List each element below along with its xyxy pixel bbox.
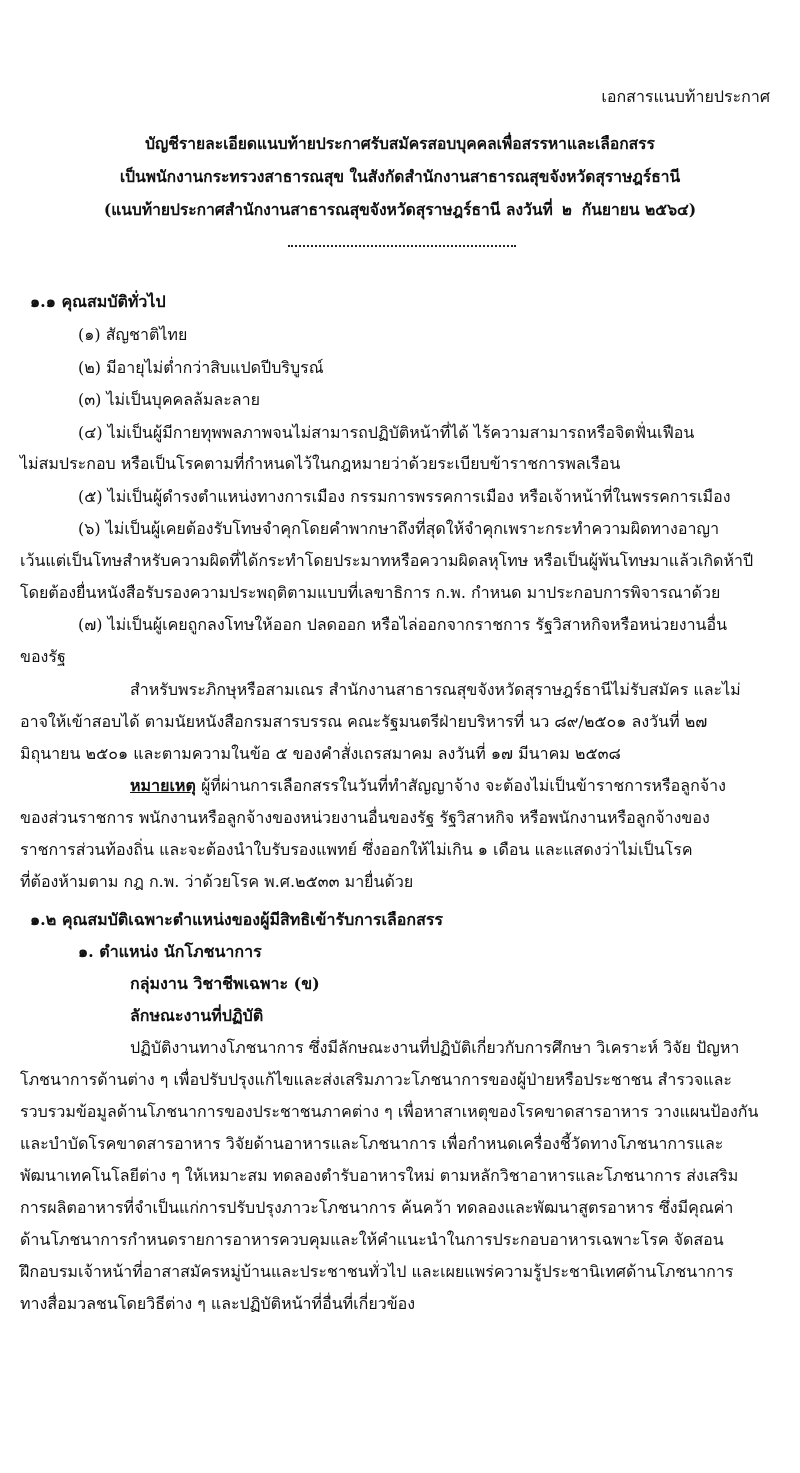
qualification-item-cont: ของรัฐ <box>20 647 66 666</box>
qualification-item: (๖) ไม่เป็นผู้เคยต้องรับโทษจำคุกโดยคำพากษาถึงที่สุดให้จำคุกเพราะกระทำความผิดทางอาญา <box>78 519 720 538</box>
monk-paragraph-line: อาจให้เข้าสอบได้ ตามนัยหนังสือกรมสารบรรณ คณะรัฐมนตรีฝ่ายบริหารที่ นว ๘๙/๒๕๐๑ ลงวันที่ ๒๗ <box>20 712 708 731</box>
job-description-line: พัฒนาเทคโนโลยีต่าง ๆ ให้เหมาะสม ทดลองตำรับอาหารใหม่ ตามหลักวิชาอาหารและโภชนาการ ส่งเสริม <box>20 1166 739 1185</box>
job-description-line: ทางสื่อมวลชนโดยวิธีต่าง ๆ และปฏิบัติหน้าที่อื่นที่เกี่ยวข้อง <box>20 1294 416 1313</box>
qualification-item: (๒) มีอายุไม่ต่ำกว่าสิบแปดปีบริบูรณ์ <box>78 358 324 377</box>
job-description-line: โภชนาการด้านต่าง ๆ เพื่อปรับปรุงแก้ไขและส่งเสริมภาวะโภชนาการของผู้ป่ายหรือประชาชน สำรวจและ <box>20 1070 732 1089</box>
job-description-line: รวบรวมข้อมูลด้านโภชนาการของประชาชนภาคต่าง ๆ เพื่อหาสาเหตุของโรคขาดสารอาหาร วางแผนป้องกัน <box>20 1102 759 1121</box>
job-group: กลุ่มงาน วิชาชีพเฉพาะ (ข) <box>130 974 320 993</box>
qualification-item: (๗) ไม่เป็นผู้เคยถูกลงโทษให้ออก ปลดออก หรือไล่ออกจากราชการ รัฐวิสาหกิจหรือหน่วยงานอื่น <box>78 615 728 634</box>
job-description-line: ปฏิบัติงานทางโภชนาการ ซึ่งมีลักษณะงานที่ปฏิบัติเกี่ยวกับการศึกษา วิเคราะห์ วิจัย ปัญหา <box>130 1038 740 1057</box>
qualification-item-cont: ไม่สมประกอบ หรือเป็นโรคตามที่กำหนดไว้ในกฎหมายว่าด้วยระเบียบข้าราชการพลเรือน <box>20 454 621 473</box>
note-line: ของส่วนราชการ พนักงานหรือลูกจ้างของหน่วยงานอื่นของรัฐ รัฐวิสาหกิจ หรือพนักงานหรือลูกจ้างของ <box>20 808 710 827</box>
note-first-line <box>130 775 726 797</box>
title-line-3-prefix: (แนบท้ายประกาศสำนักงานสาธารณสุขจังหวัดสุราษฎร์ธานี ลงวันที่ <box>103 200 553 219</box>
note-label: หมายเหตุ <box>130 776 196 795</box>
qualification-item: (๕) ไม่เป็นผู้ดำรงตำแหน่งทางการเมือง กรรมการพรรคการเมือง หรือเจ้าหน้าที่ในพรรคการเมือง <box>78 487 731 506</box>
note-line: ราชการส่วนท้องถิ่น และจะต้องนำใบรับรองแพทย์ ซึ่งออกให้ไม่เกิน ๑ เดือน และแสดงว่าไม่เป็นโรค <box>20 840 693 859</box>
title-line-2: เป็นพนักงานกระทรวงสาธารณสุข ในสังกัดสำนักงานสาธารณสุขจังหวัดสุราษฎร์ธานี <box>119 167 681 186</box>
monk-paragraph-line: มิถุนายน ๒๕๐๑ และตามความในข้อ ๕ ของคำสั่งเถรสมาคม ลงวันที่ ๑๗ มีนาคม ๒๕๓๘ <box>20 744 621 763</box>
note-first-text: ผู้ที่ผ่านการเลือกสรรในวันที่ทำสัญญาจ้าง จะต้องไม่เป็นข้าราชการหรือลูกจ้าง <box>195 776 726 795</box>
qualification-item: (๓) ไม่เป็นบุคคลล้มละลาย <box>78 390 260 409</box>
qualification-item-cont: เว้นแต่เป็นโทษสำหรับความผิดที่ได้กระทำโดยประมาทหรือความผิดลหุโทษ หรือเป็นผู้พ้นโทษมาแล้วเกิดห้าปี <box>20 551 754 570</box>
position-title: ๑. ตำแหน่ง นักโภชนาการ <box>78 942 262 961</box>
job-description-line: ด้านโภชนาการกำหนดรายการอาหารควบคุมและให้คำแนะนำในการประกอบอาหารเฉพาะโรค จัดสอน <box>20 1230 724 1249</box>
document-label: เอกสารแนบท้ายประกาศ <box>601 87 770 106</box>
title-line-3-suffix: กันยายน ๒๕๖๔) <box>581 200 697 219</box>
handwritten-day: ๒ <box>560 200 574 219</box>
qualification-item-cont: โดยต้องยื่นหนังสือรับรองความประพฤติตามแบบที่เลขาธิการ ก.พ. กำหนด มาประกอบการพิจารณาด้วย <box>20 583 721 602</box>
qualification-item: (๑) สัญชาติไทย <box>78 325 188 344</box>
job-description-line: ฝึกอบรมเจ้าหน้าที่อาสาสมัครหมู่บ้านและประชาชนทั่วไป และเผยแพร่ความรู้ประชานิเทศด้านโภชนาการ <box>20 1262 734 1281</box>
title-line-3 <box>10 199 790 221</box>
section-1-1-heading: ๑.๑ คุณสมบัติทั่วไป <box>30 292 166 311</box>
monk-paragraph-line: สำหรับพระภิกษุหรือสามเณร สำนักงานสาธารณสุขจังหวัดสุราษฎร์ธานีไม่รับสมัคร และไม่ <box>130 680 741 699</box>
note-line: ที่ต้องห้ามตาม กฎ ก.พ. ว่าด้วยโรค พ.ศ.๒๕๓๓ มายื่นด้วย <box>20 872 414 891</box>
job-description-line: การผลิตอาหารที่จำเป็นแก่การปรับปรุงภาวะโภชนาการ ค้นคว้า ทดลองและพัฒนาสูตรอาหาร ซึ่งมีคุณค่า <box>20 1198 734 1217</box>
dotted-divider <box>288 245 516 247</box>
title-line-1: บัญชีรายละเอียดแนบท้ายประกาศรับสมัครสอบบุคคลเพื่อสรรหาและเลือกสรร <box>145 134 655 153</box>
job-description-heading: ลักษณะงานที่ปฏิบัติ <box>130 1006 264 1025</box>
section-1-2-heading: ๑.๒ คุณสมบัติเฉพาะตำแหน่งของผู้มีสิทธิเข้ารับการเลือกสรร <box>30 910 444 929</box>
qualification-item: (๔) ไม่เป็นผู้มีกายทุพพลภาพจนไม่สามารถปฏิบัติหน้าที่ได้ ไร้ความสามารถหรือจิตฟั่นเฟือน <box>78 423 695 442</box>
job-description-line: และบำบัดโรคขาดสารอาหาร วิจัยด้านอาหารและโภชนาการ เพื่อกำหนดเครื่องชี้วัดทางโภชนาการและ <box>20 1134 724 1153</box>
